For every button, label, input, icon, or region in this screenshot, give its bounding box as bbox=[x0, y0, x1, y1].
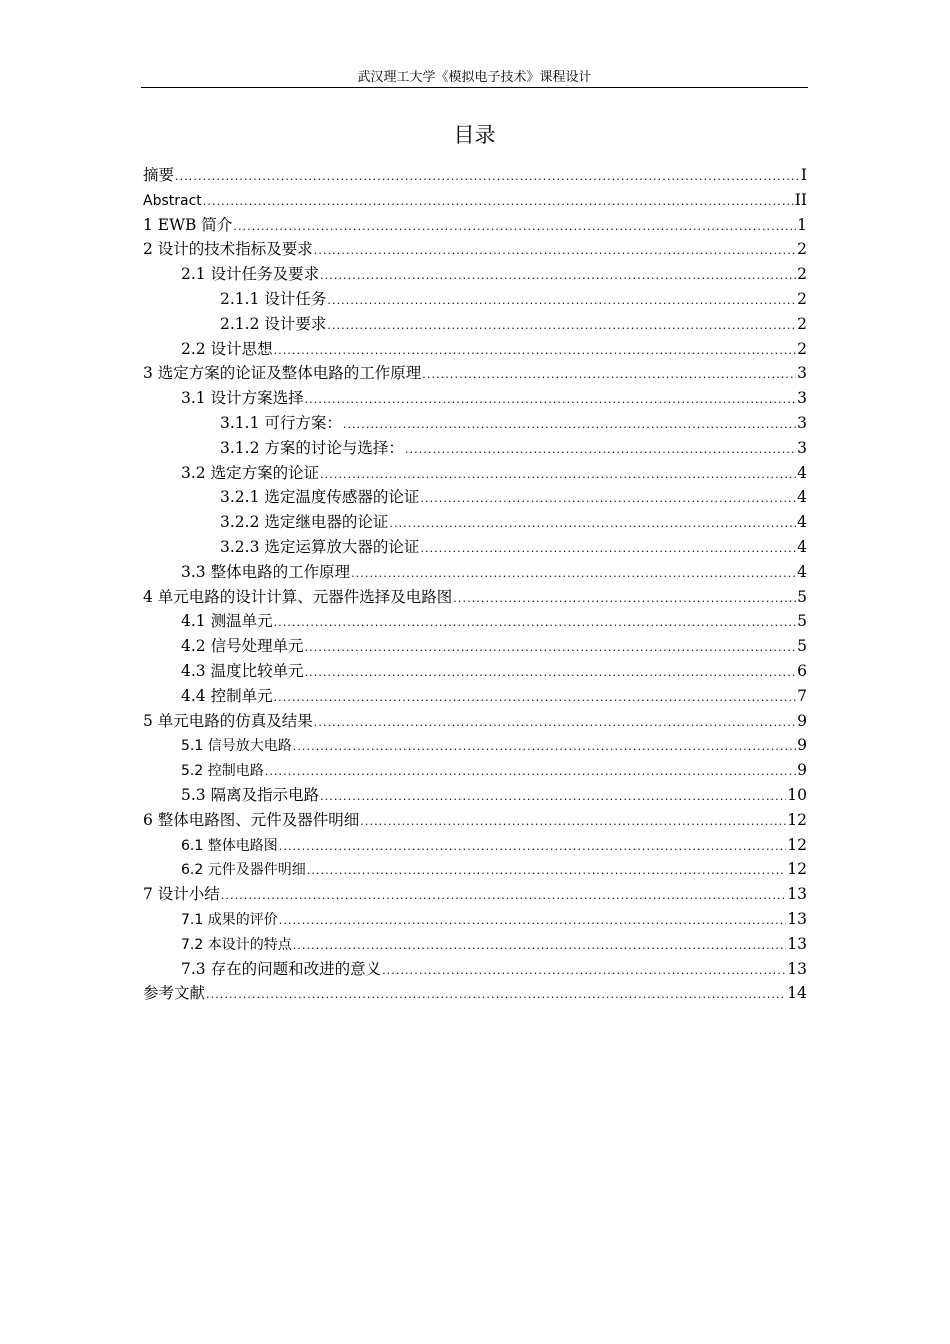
toc-dot-leader bbox=[265, 760, 796, 785]
toc-entry[interactable] bbox=[143, 510, 807, 535]
toc-entry-label: 3.2.1 选定温度传感器的论证 bbox=[220, 488, 420, 507]
toc-dot-leader bbox=[389, 512, 796, 537]
toc-dot-leader bbox=[351, 562, 796, 587]
toc-dot-leader bbox=[314, 711, 796, 736]
toc-dot-leader bbox=[279, 909, 787, 934]
toc-dot-leader bbox=[327, 314, 796, 339]
toc-entry-page: II bbox=[794, 190, 807, 209]
toc-dot-leader bbox=[305, 661, 797, 686]
toc-dot-leader bbox=[293, 934, 787, 959]
toc-entry-page: 3 bbox=[797, 413, 807, 432]
toc-entry[interactable] bbox=[143, 609, 807, 634]
toc-entry-page: 13 bbox=[787, 959, 807, 978]
toc-entry-label: 3.1.1 可行方案： bbox=[220, 413, 342, 432]
toc-entry[interactable] bbox=[143, 361, 807, 386]
toc-entry[interactable] bbox=[143, 981, 807, 1006]
toc-dot-leader bbox=[320, 785, 786, 810]
toc-entry-label: 2.1 设计任务及要求 bbox=[181, 265, 320, 284]
toc-entry-page: 9 bbox=[797, 761, 807, 780]
toc-dot-leader bbox=[320, 264, 796, 289]
toc-entry[interactable] bbox=[143, 783, 807, 808]
toc-entry-label: 6.1 整体电路图 bbox=[181, 837, 278, 854]
toc-entry[interactable] bbox=[143, 188, 807, 213]
toc-entry[interactable] bbox=[143, 634, 807, 659]
toc-entry[interactable] bbox=[143, 287, 807, 312]
toc-entry[interactable] bbox=[143, 659, 807, 684]
toc-entry-label: 4.3 温度比较单元 bbox=[181, 661, 304, 680]
toc-entry[interactable] bbox=[143, 585, 807, 610]
toc-entry-page: 5 bbox=[797, 612, 807, 631]
toc-dot-leader bbox=[206, 983, 786, 1008]
toc-entry-page: 3 bbox=[797, 364, 807, 383]
toc-entry-label: 7 设计小结 bbox=[143, 885, 220, 904]
toc-entry-page: 7 bbox=[797, 686, 807, 705]
toc-entry[interactable] bbox=[143, 932, 807, 957]
toc-entry-page: 10 bbox=[787, 785, 807, 804]
toc-entry-label: 5.3 隔离及指示电路 bbox=[181, 785, 320, 804]
toc-entry-page: 4 bbox=[797, 488, 807, 507]
toc-entry[interactable] bbox=[143, 709, 807, 734]
page-header bbox=[141, 70, 808, 88]
toc-entry-page: 9 bbox=[797, 711, 807, 730]
toc-entry-label: 3.3 整体电路的工作原理 bbox=[181, 562, 351, 581]
toc-dot-leader bbox=[221, 884, 786, 909]
toc-entry-label: 5.1 信号放大电路 bbox=[181, 738, 292, 755]
toc-entry-page: 12 bbox=[787, 810, 807, 829]
toc-entry-label: 4 单元电路的设计计算、元器件选择及电路图 bbox=[143, 587, 453, 606]
toc-entry-label: 3.2 选定方案的论证 bbox=[181, 463, 320, 482]
toc-entry-page: 2 bbox=[797, 289, 807, 308]
toc-dot-leader bbox=[422, 363, 796, 388]
toc-entry-page: 13 bbox=[787, 885, 807, 904]
toc-entry-label: 2.2 设计思想 bbox=[181, 339, 273, 358]
toc-entry[interactable] bbox=[143, 163, 807, 188]
toc-entry-page: 1 bbox=[797, 215, 807, 234]
toc-dot-leader bbox=[274, 339, 797, 364]
toc-entry-page: 2 bbox=[797, 265, 807, 284]
toc-entry-label: 7.2 本设计的特点 bbox=[181, 936, 292, 953]
toc-entry-label: 摘要 bbox=[143, 166, 175, 184]
toc-entry-page: 13 bbox=[787, 909, 807, 928]
toc-entry[interactable] bbox=[143, 684, 807, 709]
toc-dot-leader bbox=[279, 835, 787, 860]
toc-entry[interactable] bbox=[143, 213, 807, 238]
toc-entry-page: 5 bbox=[797, 637, 807, 656]
toc-entry-label: 2.1.2 设计要求 bbox=[220, 314, 327, 333]
toc-entry-label: 3.1 设计方案选择 bbox=[181, 389, 304, 408]
toc-entry-label: 5.2 控制电路 bbox=[181, 763, 264, 780]
toc-dot-leader bbox=[420, 487, 796, 512]
toc-entry-page: 2 bbox=[797, 339, 807, 358]
toc-entry[interactable] bbox=[143, 485, 807, 510]
toc-entry-page: 4 bbox=[797, 463, 807, 482]
toc-entry-label: 7.1 成果的评价 bbox=[181, 911, 278, 928]
toc-entry-label: Abstract bbox=[143, 192, 202, 209]
toc-entry-page: 12 bbox=[787, 835, 807, 854]
toc-dot-leader bbox=[382, 959, 786, 984]
toc-dot-leader bbox=[420, 537, 796, 562]
toc-entry-page: 4 bbox=[797, 513, 807, 532]
toc-entry-label: 4.1 测温单元 bbox=[181, 612, 273, 631]
toc-dot-leader bbox=[360, 810, 786, 835]
toc-entry[interactable] bbox=[143, 560, 807, 585]
toc-entry-page: 3 bbox=[797, 438, 807, 457]
toc-dot-leader bbox=[305, 388, 797, 413]
toc-entry[interactable] bbox=[143, 758, 807, 783]
toc-entry-page: 13 bbox=[787, 934, 807, 953]
toc-entry-label: 3.1.2 方案的讨论与选择： bbox=[220, 438, 404, 457]
toc-entry[interactable] bbox=[143, 882, 807, 907]
toc-entry[interactable] bbox=[143, 461, 807, 486]
toc-dot-leader bbox=[405, 438, 796, 463]
toc-entry[interactable] bbox=[143, 857, 807, 882]
toc-entry-label: 3 选定方案的论证及整体电路的工作原理 bbox=[143, 364, 422, 383]
toc-entry-page: 4 bbox=[797, 537, 807, 556]
toc-entry[interactable] bbox=[143, 386, 807, 411]
toc-entry[interactable] bbox=[143, 833, 807, 858]
toc-entry-page: 4 bbox=[797, 562, 807, 581]
toc-dot-leader bbox=[327, 289, 796, 314]
toc-dot-leader bbox=[305, 636, 797, 661]
toc-entry[interactable] bbox=[143, 411, 807, 436]
toc-dot-leader bbox=[314, 239, 796, 264]
toc-entry[interactable] bbox=[143, 237, 807, 262]
toc-entry[interactable] bbox=[143, 535, 807, 560]
toc-entry-label: 7.3 存在的问题和改进的意义 bbox=[181, 959, 382, 978]
toc-entry-label: 3.2.3 选定运算放大器的论证 bbox=[220, 537, 420, 556]
toc-entry-page: 12 bbox=[787, 860, 807, 879]
toc-entry-page: 6 bbox=[797, 661, 807, 680]
toc-dot-leader bbox=[203, 190, 794, 215]
header-text: 武汉理工大学《模拟电子技术》课程设计 bbox=[357, 70, 592, 85]
toc-entry-label: 1 EWB 简介 bbox=[143, 215, 233, 234]
toc-entry-page: 14 bbox=[787, 984, 807, 1003]
toc-entry-label: 4.2 信号处理单元 bbox=[181, 637, 304, 656]
toc-entry-label: 5 单元电路的仿真及结果 bbox=[143, 711, 313, 730]
toc-entry-page: 9 bbox=[797, 736, 807, 755]
toc-entry[interactable] bbox=[143, 957, 807, 982]
toc-dot-leader bbox=[320, 463, 796, 488]
toc-entry-page: 2 bbox=[797, 314, 807, 333]
toc-dot-leader bbox=[274, 686, 797, 711]
toc-entry-label: 6 整体电路图、元件及器件明细 bbox=[143, 810, 360, 829]
toc-entry-label: 6.2 元件及器件明细 bbox=[181, 862, 306, 879]
toc-entry-page: 3 bbox=[797, 389, 807, 408]
toc-title: 目录 bbox=[453, 123, 496, 147]
toc-entry[interactable] bbox=[143, 337, 807, 362]
toc-entry-label: 3.2.2 选定继电器的论证 bbox=[220, 513, 389, 532]
toc-entry-page: I bbox=[800, 166, 807, 184]
toc-entry[interactable] bbox=[143, 312, 807, 337]
toc-entry-label: 2 设计的技术指标及要求 bbox=[143, 240, 313, 259]
toc-dot-leader bbox=[307, 859, 787, 884]
toc-dot-leader bbox=[233, 215, 796, 240]
toc-dot-leader bbox=[293, 735, 796, 760]
toc-entry[interactable] bbox=[143, 262, 807, 287]
toc-entry[interactable] bbox=[143, 907, 807, 932]
toc-entry[interactable] bbox=[143, 808, 807, 833]
toc-entry-page: 2 bbox=[797, 240, 807, 259]
table-of-contents bbox=[143, 163, 807, 1006]
toc-entry-label: 4.4 控制单元 bbox=[181, 686, 273, 705]
toc-entry[interactable] bbox=[143, 436, 807, 461]
toc-entry-page: 5 bbox=[797, 587, 807, 606]
toc-dot-leader bbox=[453, 587, 796, 612]
toc-entry-label: 2.1.1 设计任务 bbox=[220, 289, 327, 308]
toc-dot-leader bbox=[175, 165, 800, 190]
toc-dot-leader bbox=[343, 413, 796, 438]
toc-dot-leader bbox=[274, 611, 797, 636]
toc-entry[interactable] bbox=[143, 733, 807, 758]
toc-entry-label: 参考文献 bbox=[143, 984, 206, 1003]
